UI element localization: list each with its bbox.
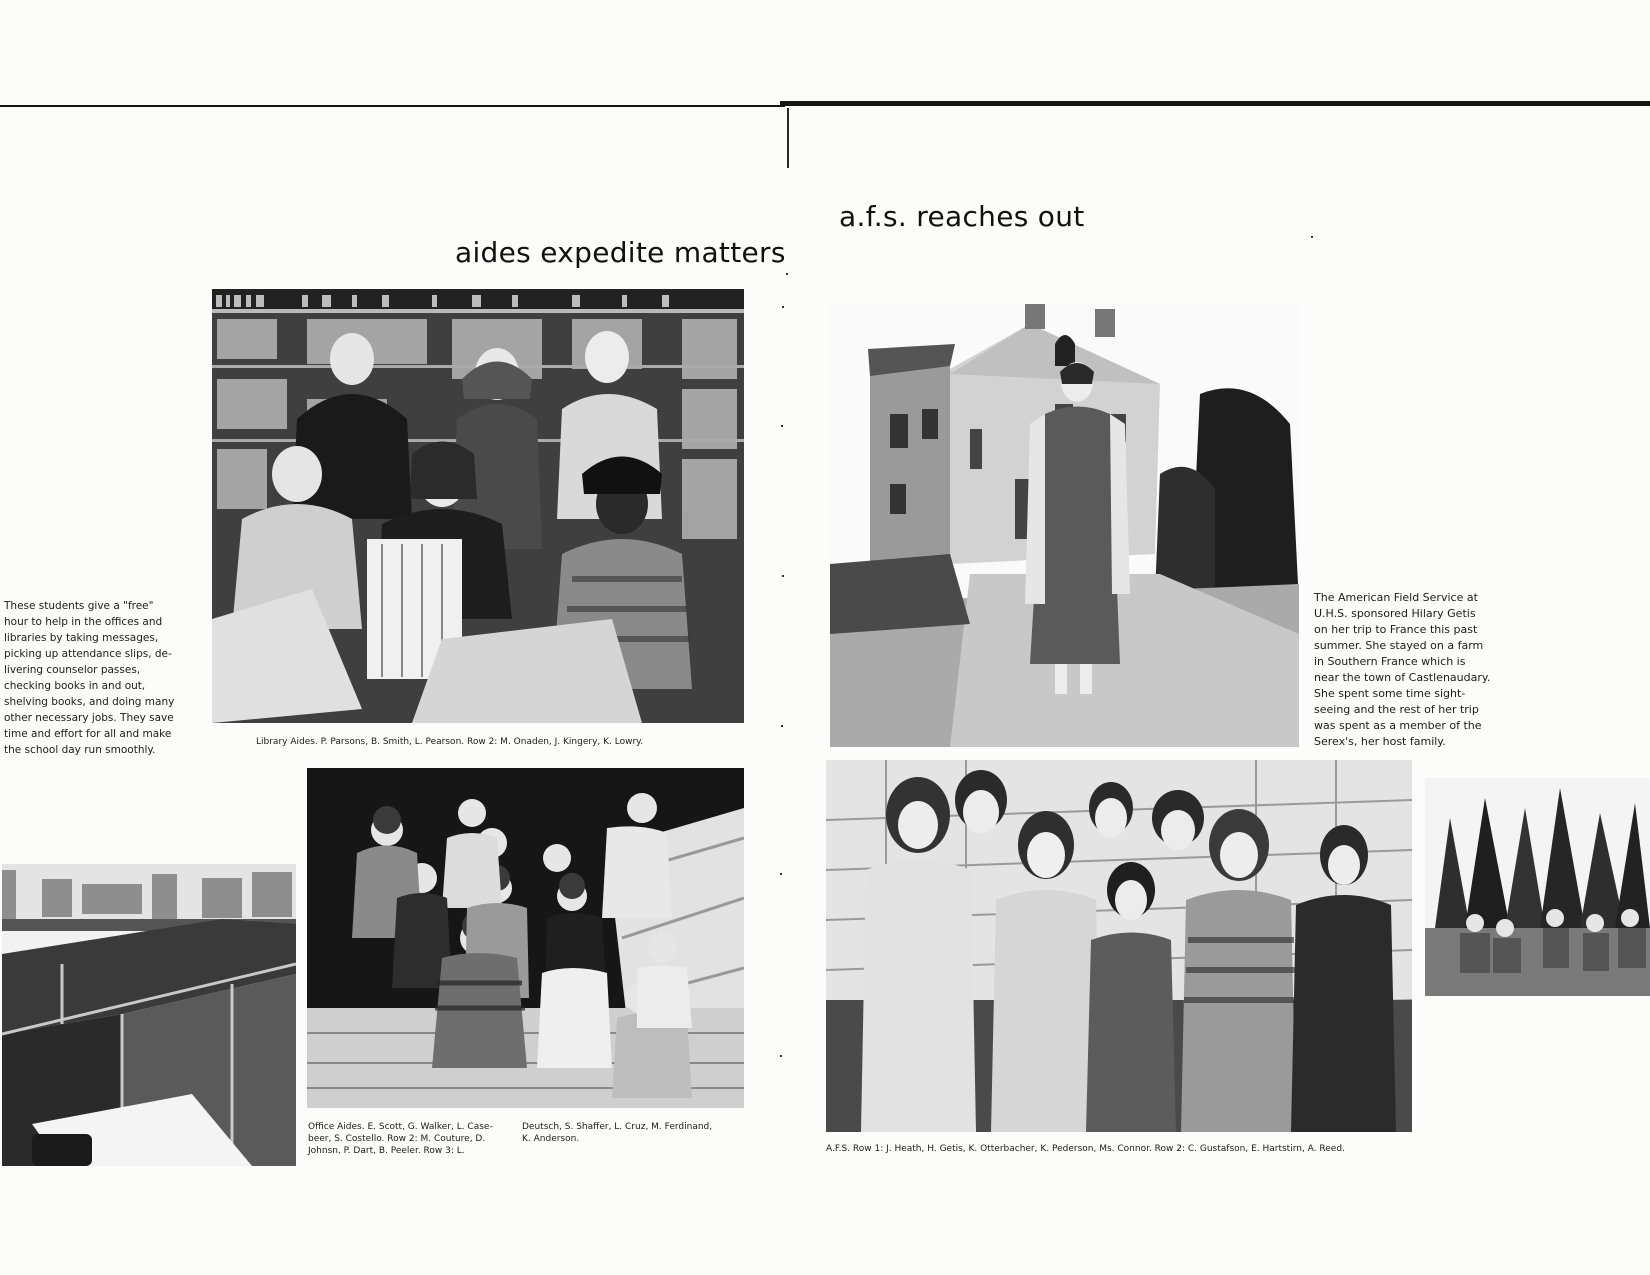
afs-group-photo [826,760,1412,1132]
intro-line: checking books in and out, [4,680,146,692]
afs-caption-line: near the town of Castlenaudary. [1314,671,1491,684]
scan-speck [781,725,783,727]
afs-caption-line: U.H.S. sponsored Hilary Getis [1314,607,1476,620]
right-page-headline: a.f.s. reaches out [839,200,1085,233]
scan-speck [1311,236,1313,238]
intro-line: shelving books, and doing many [4,696,175,708]
office-caption-line: Johnsn, P. Dart, B. Peeler. Row 3: L. [308,1146,465,1156]
intro-line: other necessary jobs. They save [4,712,174,724]
office-caption-line: Deutsch, S. Shaffer, L. Cruz, M. Ferdinand, [522,1122,713,1132]
left-page-headline: aides expedite matters [455,236,786,269]
france-farmhouse-photo [830,304,1299,747]
top-rule-right [780,101,1650,106]
scan-speck [786,273,788,275]
afs-outdoor-photo [1425,778,1650,996]
afs-caption-line: in Southern France which is [1314,655,1466,668]
afs-caption-line: on her trip to France this past [1314,623,1478,636]
afs-trip-caption [1314,590,1514,750]
library-aides-caption: Library Aides. P. Parsons, B. Smith, L. Pearson. Row 2: M. Onaden, J. Kingery, K. Lowry. [256,737,644,747]
afs-caption-line: was spent as a member of the [1314,719,1482,732]
afs-caption-line: Serex's, her host family. [1314,735,1446,748]
intro-line: hour to help in the offices and [4,616,163,628]
afs-caption-line: She spent some time sight- [1314,687,1466,700]
office-caption-line: K. Anderson. [522,1134,580,1144]
library-carrels-photo [2,864,296,1166]
scan-speck [780,873,782,875]
office-aides-caption-col2 [522,1121,752,1145]
library-aides-photo [212,289,744,723]
page-gutter [787,108,789,168]
top-rule-left [0,105,785,107]
afs-caption-line: The American Field Service at [1314,591,1478,604]
scan-speck [782,575,784,577]
scan-speck [782,306,784,308]
intro-line: picking up attendance slips, de- [4,648,172,660]
office-caption-line: beer, S. Costello. Row 2: M. Couture, D. [308,1134,486,1144]
intro-line: libraries by taking messages, [4,632,159,644]
intro-line: livering counselor passes, [4,664,141,676]
scan-speck [780,1055,782,1057]
office-caption-line: Office Aides. E. Scott, G. Walker, L. Case- [308,1122,493,1132]
office-aides-photo [307,768,744,1108]
intro-line: These students give a "free" [4,600,154,612]
afs-caption-line: seeing and the rest of her trip [1314,703,1479,716]
afs-caption-line: summer. She stayed on a farm [1314,639,1484,652]
office-aides-caption-col1 [308,1121,518,1157]
intro-line: time and effort for all and make [4,728,172,740]
aides-intro-caption [4,598,204,758]
afs-group-caption: A.F.S. Row 1: J. Heath, H. Getis, K. Otterbacher, K. Pederson, Ms. Connor. Row 2: C. Gustafson, E. Hartstirn, A. Reed. [826,1144,1345,1154]
scan-speck [781,425,783,427]
intro-line: the school day run smoothly. [4,744,156,756]
